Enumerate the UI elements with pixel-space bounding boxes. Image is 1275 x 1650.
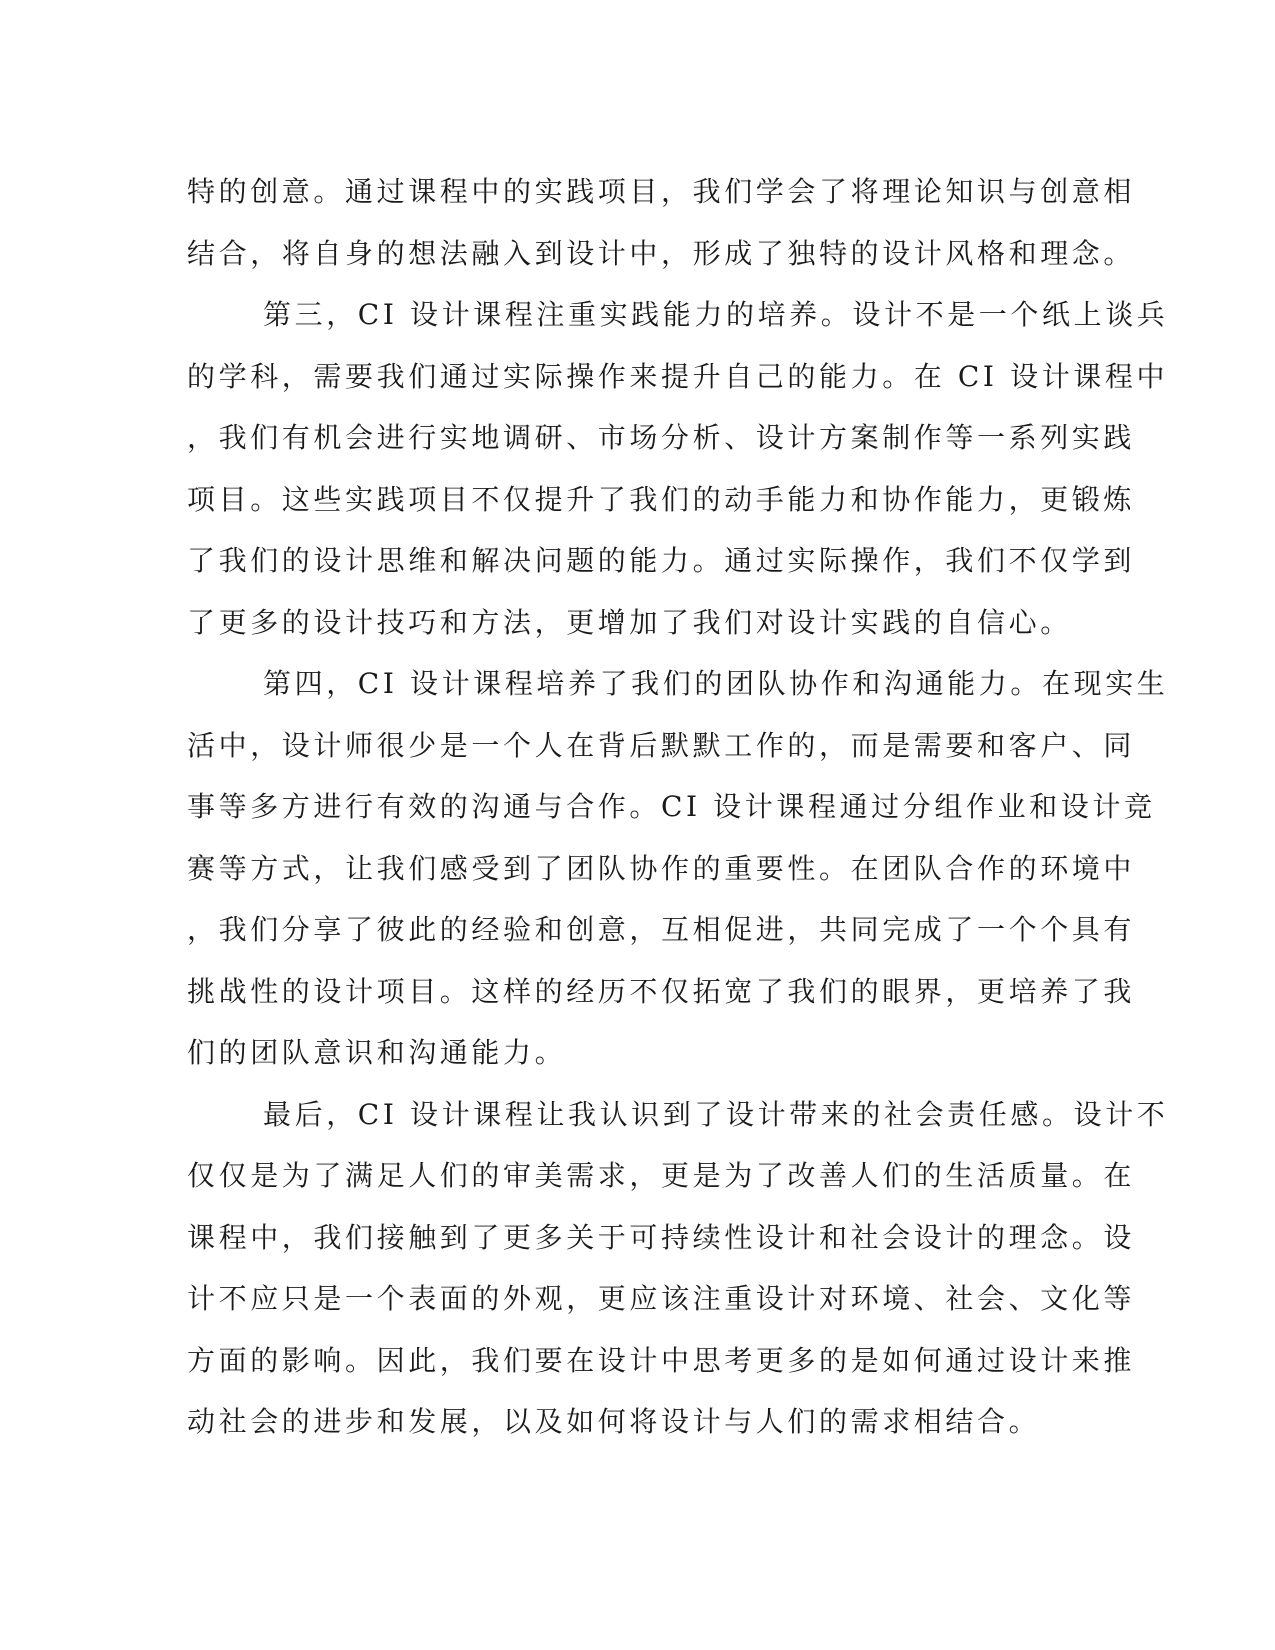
- text-line: 仅仅是为了满足人们的审美需求，更是为了改善人们的生活质量。在: [187, 1159, 1136, 1192]
- text-line: 计不应只是一个表面的外观，更应该注重设计对环境、社会、文化等: [187, 1282, 1136, 1315]
- text-line: 课程中，我们接触到了更多关于可持续性设计和社会设计的理念。设: [187, 1220, 1136, 1254]
- text-line: 了我们的设计思维和解决问题的能力。通过实际操作，我们不仅学到: [187, 544, 1136, 577]
- text-line: 挑战性的设计项目。这样的经历不仅拓宽了我们的眼界，更培养了我: [187, 974, 1136, 1008]
- paragraph-first-line: 第三，CI 设计课程注重实践能力的培养。设计不是一个纸上谈兵: [263, 298, 1169, 331]
- text-line: 项目。这些实践项目不仅提升了我们的动手能力和协作能力，更锻炼: [187, 482, 1136, 516]
- text-line: 的学科，需要我们通过实际操作来提升自己的能力。在 CI 设计课程中: [187, 359, 1169, 393]
- body-text: [187, 161, 1169, 1453]
- text-line: 特的创意。通过课程中的实践项目，我们学会了将理论知识与创意相: [187, 175, 1136, 208]
- text-line: ，我们分享了彼此的经验和创意，互相促进，共同完成了一个个具有: [187, 913, 1136, 946]
- text-line: ，我们有机会进行实地调研、市场分析、设计方案制作等一系列实践: [187, 421, 1136, 454]
- text-line: 们的团队意识和沟通能力。: [187, 1036, 567, 1069]
- text-line: 活中，设计师很少是一个人在背后默默工作的，而是需要和客户、同: [187, 728, 1136, 762]
- text-line: 事等多方进行有效的沟通与合作。CI 设计课程通过分组作业和设计竞: [187, 790, 1156, 823]
- text-line: 方面的影响。因此，我们要在设计中思考更多的是如何通过设计来推: [187, 1343, 1136, 1377]
- text-line: 赛等方式，让我们感受到了团队协作的重要性。在团队合作的环境中: [187, 851, 1136, 885]
- paragraph-first-line: 最后，CI 设计课程让我认识到了设计带来的社会责任感。设计不: [263, 1097, 1169, 1131]
- paragraph-first-line: 第四，CI 设计课程培养了我们的团队协作和沟通能力。在现实生: [263, 667, 1169, 700]
- text-line: 动社会的进步和发展，以及如何将设计与人们的需求相结合。: [187, 1405, 1041, 1438]
- text-line: 了更多的设计技巧和方法，更增加了我们对设计实践的自信心。: [187, 605, 1072, 639]
- text-line: 结合，将自身的想法融入到设计中，形成了独特的设计风格和理念。: [187, 236, 1136, 270]
